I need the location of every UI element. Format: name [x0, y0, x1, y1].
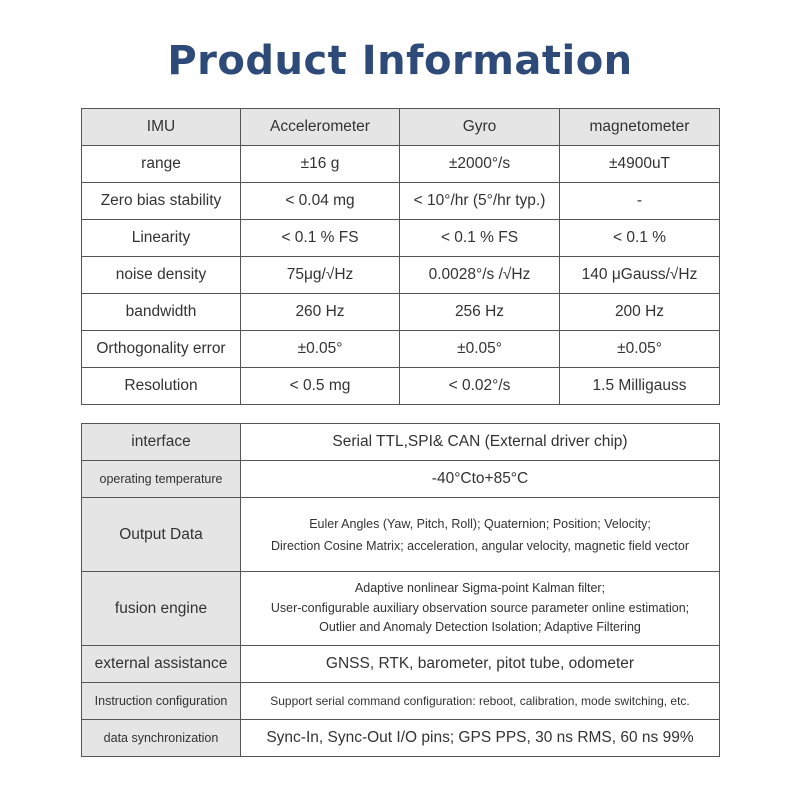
- operating-temperature-value: -40°Cto+85°C: [241, 461, 720, 498]
- table-cell: 75μg/√Hz: [241, 257, 400, 294]
- row-label-orthogonality-error: Orthogonality error: [82, 331, 241, 368]
- table-row: [82, 331, 720, 368]
- table-row: [82, 424, 720, 461]
- table-cell: 260 Hz: [241, 294, 400, 331]
- fusion-engine-label: fusion engine: [82, 572, 241, 646]
- external-assistance-value: GNSS, RTK, barometer, pitot tube, odometer: [241, 646, 720, 683]
- table-cell: < 0.5 mg: [241, 368, 400, 405]
- output-data-line: Direction Cosine Matrix; acceleration, angular velocity, magnetic field vector: [270, 538, 689, 553]
- fusion-engine-line: Outlier and Anomaly Detection Isolation; Adaptive Filtering: [319, 620, 641, 635]
- table-row: [82, 220, 720, 257]
- table-row: [82, 572, 720, 646]
- output-data-label: Output Data: [82, 498, 241, 572]
- table-cell: ±2000°/s: [400, 146, 560, 183]
- row-label-resolution: Resolution: [82, 368, 241, 405]
- operating-temperature-label: operating temperature: [82, 461, 241, 498]
- table-row: [82, 257, 720, 294]
- table-row: [82, 183, 720, 220]
- row-label-zero-bias-stability: Zero bias stability: [82, 183, 241, 220]
- table-cell: 256 Hz: [400, 294, 560, 331]
- table-cell: ±4900uT: [560, 146, 720, 183]
- feature-table: [81, 423, 720, 757]
- table-row: [82, 683, 720, 720]
- table-cell: 1.5 Milligauss: [560, 368, 720, 405]
- header-magnetometer: magnetometer: [560, 109, 720, 146]
- table-cell: ±0.05°: [241, 331, 400, 368]
- instruction-configuration-label: Instruction configuration: [82, 683, 241, 720]
- row-label-bandwidth: bandwidth: [82, 294, 241, 331]
- fusion-engine-value: [241, 572, 720, 646]
- table-cell: 200 Hz: [560, 294, 720, 331]
- data-synchronization-label: data synchronization: [82, 720, 241, 757]
- table-cell: 140 μGauss/√Hz: [560, 257, 720, 294]
- header-accelerometer: Accelerometer: [241, 109, 400, 146]
- output-data-value: [241, 498, 720, 572]
- interface-label: interface: [82, 424, 241, 461]
- table-cell: < 0.02°/s: [400, 368, 560, 405]
- external-assistance-label: external assistance: [82, 646, 241, 683]
- table-row: [82, 720, 720, 757]
- table-row: [82, 294, 720, 331]
- table-cell: < 0.04 mg: [241, 183, 400, 220]
- data-synchronization-value: Sync-In, Sync-Out I/O pins; GPS PPS, 30 ns RMS, 60 ns 99%: [241, 720, 720, 757]
- table-cell: < 0.1 %: [560, 220, 720, 257]
- table-cell: < 10°/hr (5°/hr typ.): [400, 183, 560, 220]
- row-label-range: range: [82, 146, 241, 183]
- table-row: [82, 646, 720, 683]
- header-gyro: Gyro: [400, 109, 560, 146]
- table-cell: ±0.05°: [400, 331, 560, 368]
- instruction-configuration-value: Support serial command configuration: reboot, calibration, mode switching, etc.: [241, 683, 720, 720]
- row-label-linearity: Linearity: [82, 220, 241, 257]
- page-title: Product Information: [167, 38, 633, 84]
- header-imu: IMU: [82, 109, 241, 146]
- table-cell: -: [560, 183, 720, 220]
- fusion-engine-line: User-configurable auxiliary observation source parameter online estimation;: [270, 600, 690, 615]
- output-data-line: Euler Angles (Yaw, Pitch, Roll); Quaternion; Position; Velocity;: [309, 516, 651, 531]
- table-header-row: [82, 109, 720, 146]
- table-row: [82, 498, 720, 572]
- table-cell: < 0.1 % FS: [241, 220, 400, 257]
- table-cell: < 0.1 % FS: [400, 220, 560, 257]
- table-cell: 0.0028°/s /√Hz: [400, 257, 560, 294]
- table-row: [82, 368, 720, 405]
- imu-spec-table: [81, 108, 720, 405]
- row-label-noise-density: noise density: [82, 257, 241, 294]
- table-cell: ±0.05°: [560, 331, 720, 368]
- table-row: [82, 461, 720, 498]
- fusion-engine-line: Adaptive nonlinear Sigma-point Kalman filter;: [354, 581, 606, 596]
- table-cell: ±16 g: [241, 146, 400, 183]
- interface-value: Serial TTL,SPI& CAN (External driver chip): [241, 424, 720, 461]
- table-row: [82, 146, 720, 183]
